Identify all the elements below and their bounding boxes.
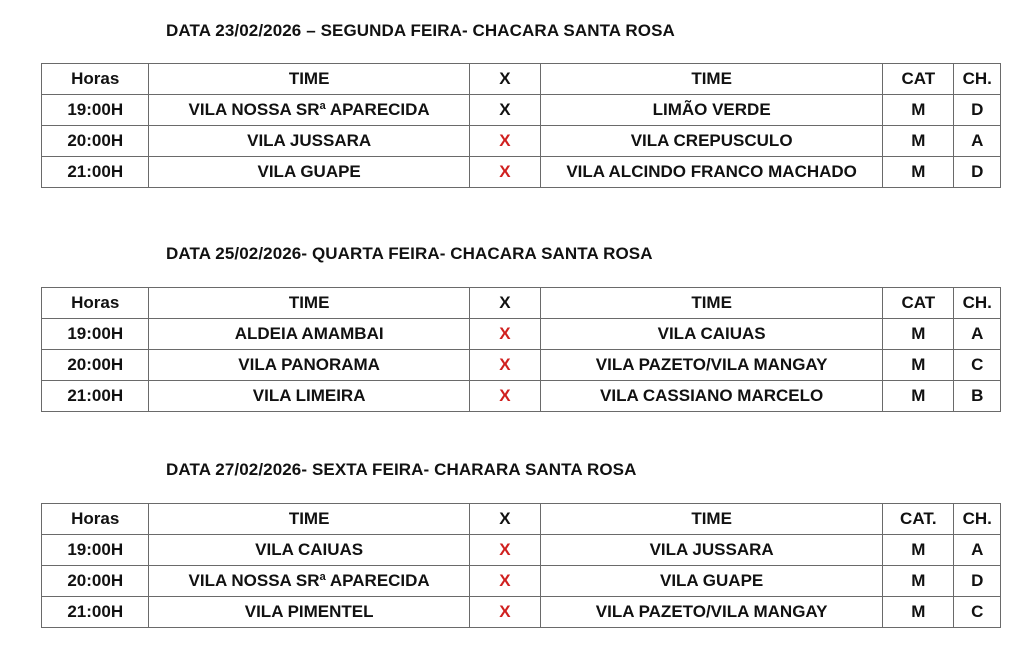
day-title: DATA 25/02/2026- QUARTA FEIRA- CHACARA SANTA ROSA bbox=[166, 244, 653, 263]
away-team: VILA CAIUAS bbox=[541, 319, 883, 350]
col-header-cat: CAT. bbox=[883, 504, 954, 535]
home-team: VILA GUAPE bbox=[149, 157, 469, 188]
match-time: 20:00H bbox=[42, 566, 149, 597]
away-team: VILA CREPUSCULO bbox=[541, 126, 883, 157]
group: B bbox=[954, 381, 1001, 412]
col-header-time: TIME bbox=[149, 64, 469, 95]
col-header-x: X bbox=[469, 64, 540, 95]
group: C bbox=[954, 350, 1001, 381]
group: D bbox=[954, 157, 1001, 188]
versus-mark: X bbox=[469, 319, 540, 350]
col-header-time: TIME bbox=[149, 504, 469, 535]
col-header-time: TIME bbox=[541, 288, 883, 319]
match-time: 20:00H bbox=[42, 126, 149, 157]
category: M bbox=[883, 566, 954, 597]
table-row bbox=[42, 350, 1001, 381]
versus-mark: X bbox=[469, 350, 540, 381]
col-header-cat: CAT bbox=[883, 64, 954, 95]
home-team: VILA LIMEIRA bbox=[149, 381, 469, 412]
col-header-ch: CH. bbox=[954, 288, 1001, 319]
match-time: 21:00H bbox=[42, 381, 149, 412]
schedule-table bbox=[41, 63, 1001, 188]
match-time: 21:00H bbox=[42, 157, 149, 188]
group: D bbox=[954, 95, 1001, 126]
header-row bbox=[42, 288, 1001, 319]
table-row bbox=[42, 126, 1001, 157]
match-time: 20:00H bbox=[42, 350, 149, 381]
versus-mark: X bbox=[469, 535, 540, 566]
away-team: VILA PAZETO/VILA MANGAY bbox=[541, 597, 883, 628]
versus-mark: X bbox=[469, 95, 540, 126]
group: A bbox=[954, 319, 1001, 350]
schedule-table bbox=[41, 287, 1001, 412]
col-header-horas: Horas bbox=[42, 504, 149, 535]
home-team: VILA NOSSA SRª APARECIDA bbox=[149, 566, 469, 597]
away-team: LIMÃO VERDE bbox=[541, 95, 883, 126]
away-team: VILA CASSIANO MARCELO bbox=[541, 381, 883, 412]
away-team: VILA ALCINDO FRANCO MACHADO bbox=[541, 157, 883, 188]
day-title: DATA 27/02/2026- SEXTA FEIRA- CHARARA SANTA ROSA bbox=[166, 460, 637, 479]
col-header-x: X bbox=[469, 288, 540, 319]
table-row bbox=[42, 319, 1001, 350]
home-team: ALDEIA AMAMBAI bbox=[149, 319, 469, 350]
category: M bbox=[883, 95, 954, 126]
home-team: VILA CAIUAS bbox=[149, 535, 469, 566]
day-title: DATA 23/02/2026 – SEGUNDA FEIRA- CHACARA SANTA ROSA bbox=[166, 21, 675, 40]
group: A bbox=[954, 535, 1001, 566]
col-header-horas: Horas bbox=[42, 288, 149, 319]
col-header-time: TIME bbox=[149, 288, 469, 319]
table-row bbox=[42, 157, 1001, 188]
versus-mark: X bbox=[469, 566, 540, 597]
match-time: 19:00H bbox=[42, 319, 149, 350]
col-header-cat: CAT bbox=[883, 288, 954, 319]
match-time: 19:00H bbox=[42, 535, 149, 566]
category: M bbox=[883, 535, 954, 566]
group: A bbox=[954, 126, 1001, 157]
col-header-horas: Horas bbox=[42, 64, 149, 95]
versus-mark: X bbox=[469, 157, 540, 188]
group: C bbox=[954, 597, 1001, 628]
category: M bbox=[883, 126, 954, 157]
table-row bbox=[42, 535, 1001, 566]
match-time: 21:00H bbox=[42, 597, 149, 628]
versus-mark: X bbox=[469, 126, 540, 157]
table-row bbox=[42, 566, 1001, 597]
category: M bbox=[883, 157, 954, 188]
away-team: VILA GUAPE bbox=[541, 566, 883, 597]
group: D bbox=[954, 566, 1001, 597]
table-row bbox=[42, 597, 1001, 628]
schedule-table bbox=[41, 503, 1001, 628]
versus-mark: X bbox=[469, 597, 540, 628]
table-row bbox=[42, 95, 1001, 126]
table-row bbox=[42, 381, 1001, 412]
home-team: VILA NOSSA SRª APARECIDA bbox=[149, 95, 469, 126]
home-team: VILA PIMENTEL bbox=[149, 597, 469, 628]
category: M bbox=[883, 381, 954, 412]
category: M bbox=[883, 319, 954, 350]
away-team: VILA PAZETO/VILA MANGAY bbox=[541, 350, 883, 381]
col-header-x: X bbox=[469, 504, 540, 535]
match-time: 19:00H bbox=[42, 95, 149, 126]
col-header-time: TIME bbox=[541, 504, 883, 535]
home-team: VILA PANORAMA bbox=[149, 350, 469, 381]
header-row bbox=[42, 64, 1001, 95]
category: M bbox=[883, 597, 954, 628]
col-header-ch: CH. bbox=[954, 504, 1001, 535]
header-row bbox=[42, 504, 1001, 535]
versus-mark: X bbox=[469, 381, 540, 412]
category: M bbox=[883, 350, 954, 381]
away-team: VILA JUSSARA bbox=[541, 535, 883, 566]
home-team: VILA JUSSARA bbox=[149, 126, 469, 157]
col-header-time: TIME bbox=[541, 64, 883, 95]
col-header-ch: CH. bbox=[954, 64, 1001, 95]
